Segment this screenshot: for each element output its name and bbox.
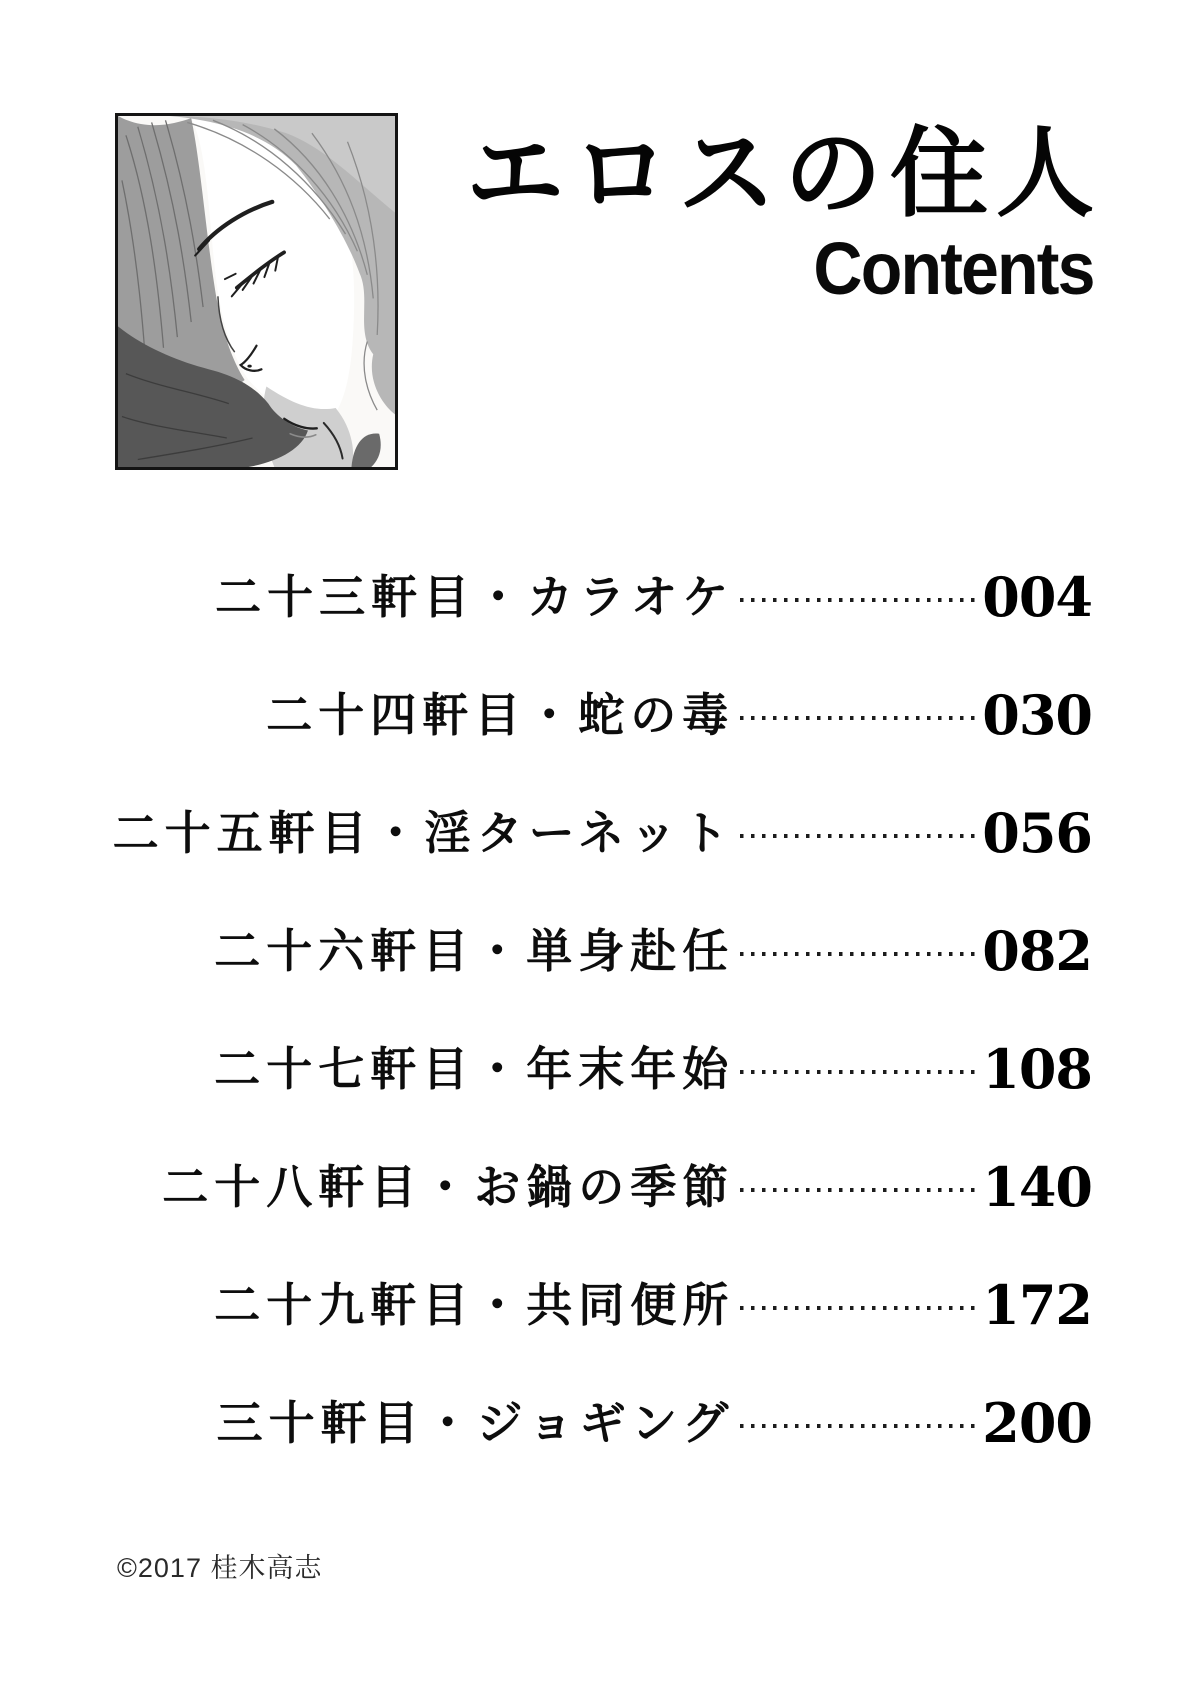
page-number: 056 bbox=[982, 801, 1092, 865]
woman-profile-illustration bbox=[118, 116, 395, 467]
toc-entry bbox=[90, 892, 1092, 1010]
chapter-title: 二十五軒目・淫ターネット bbox=[112, 807, 735, 859]
page-number: 172 bbox=[982, 1273, 1092, 1337]
chapter-title: 二十九軒目・共同便所 bbox=[214, 1279, 735, 1331]
chapter-title: 二十六軒目・単身赴任 bbox=[214, 925, 735, 977]
copyright-notice: ©2017 桂木高志 bbox=[117, 1553, 323, 1583]
book-title: エロスの住人 bbox=[465, 118, 1102, 228]
page-number: 108 bbox=[982, 1037, 1092, 1101]
chapter-title: 二十八軒目・お鍋の季節 bbox=[162, 1161, 735, 1213]
dot-leader bbox=[740, 834, 976, 838]
dot-leader bbox=[740, 1070, 976, 1074]
toc-entry bbox=[90, 538, 1092, 656]
dot-leader bbox=[740, 952, 976, 956]
page-number: 004 bbox=[982, 565, 1092, 629]
chapter-title: 二十三軒目・カラオケ bbox=[215, 571, 735, 623]
table-of-contents bbox=[90, 538, 1092, 1482]
toc-entry bbox=[90, 1128, 1092, 1246]
portrait-frame bbox=[115, 113, 398, 470]
chapter-title: 二十七軒目・年末年始 bbox=[214, 1043, 735, 1095]
dot-leader bbox=[740, 598, 976, 602]
dot-leader bbox=[740, 716, 976, 720]
page-number: 140 bbox=[982, 1155, 1092, 1219]
toc-entry bbox=[90, 1246, 1092, 1364]
page-number: 030 bbox=[982, 683, 1092, 747]
toc-entry bbox=[90, 656, 1092, 774]
toc-entry bbox=[90, 774, 1092, 892]
contents-heading: Contents bbox=[813, 227, 1094, 310]
chapter-title: 二十四軒目・蛇の毒 bbox=[266, 689, 735, 741]
page-number: 200 bbox=[982, 1391, 1092, 1455]
dot-leader bbox=[740, 1306, 976, 1310]
dot-leader bbox=[740, 1424, 976, 1428]
dot-leader bbox=[740, 1188, 976, 1192]
toc-entry bbox=[90, 1364, 1092, 1482]
page-number: 082 bbox=[982, 919, 1092, 983]
toc-entry bbox=[90, 1010, 1092, 1128]
chapter-title: 三十軒目・ジョギング bbox=[216, 1397, 735, 1449]
